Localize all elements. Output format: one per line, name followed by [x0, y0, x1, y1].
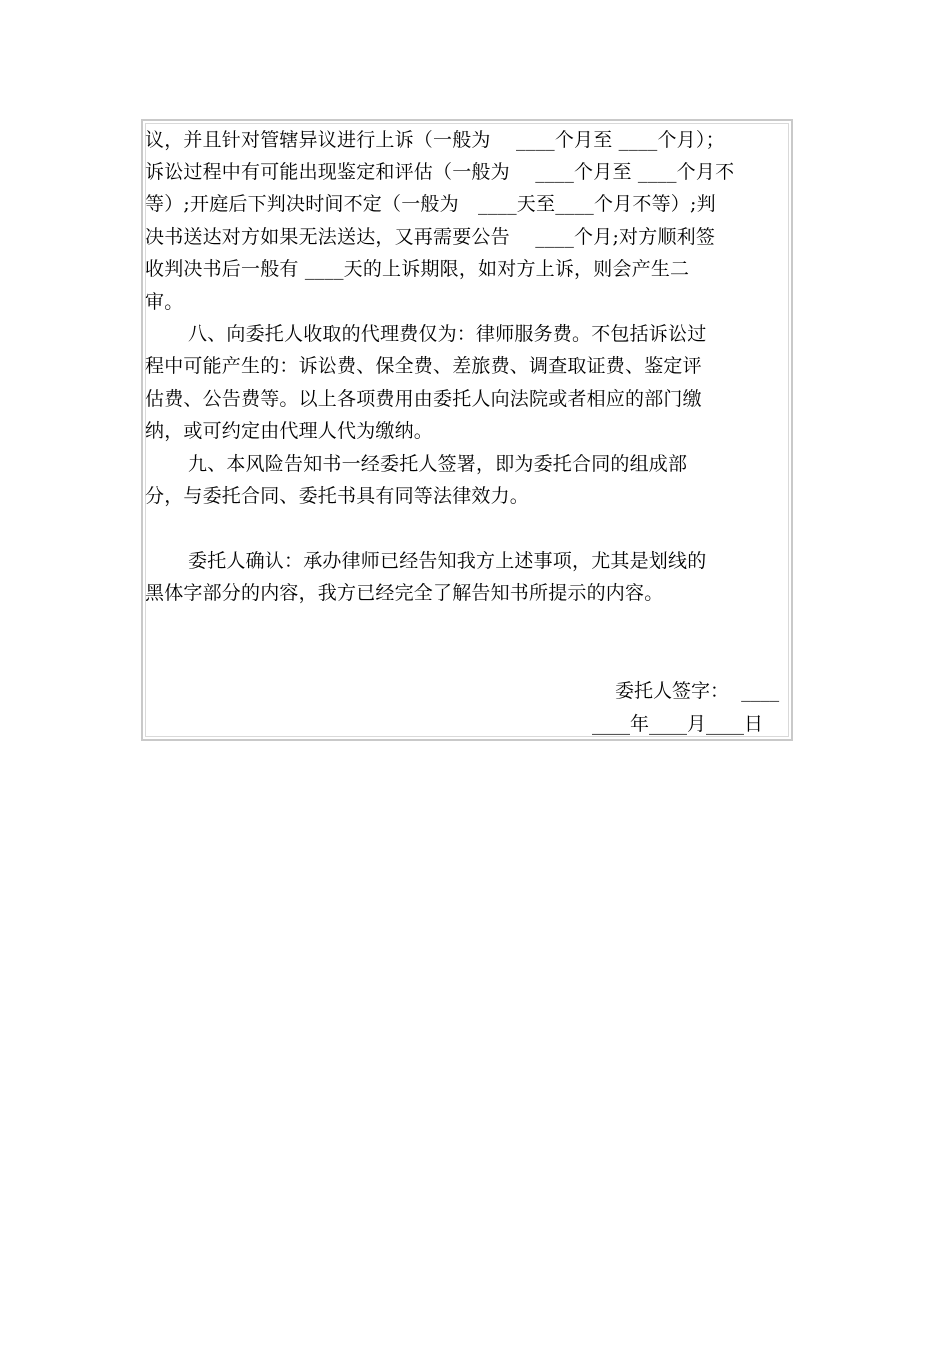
text-line-3: 等）;开庭后下判决时间不定（一般为 ____天至____个月不等）;判	[145, 193, 716, 215]
confirmation-line-1: 委托人确认：承办律师已经告知我方上述事项，尤其是划线的	[188, 550, 707, 572]
paragraph-8-line-3: 估费、公告费等。以上各项费用由委托人向法院或者相应的部门缴	[145, 388, 702, 410]
text-line-1: 议，并且针对管辖异议进行上诉（一般为 ____个月至 ____个月）；	[145, 129, 725, 151]
text-line-6: 审。	[145, 291, 184, 313]
paragraph-9-line-1: 九、本风险告知书一经委托人签署，即为委托合同的组成部	[188, 453, 688, 475]
paragraph-8-line-1: 八、向委托人收取的代理费仅为：律师服务费。不包括诉讼过	[188, 323, 707, 345]
paragraph-8-line-2: 程中可能产生的：诉讼费、保全费、差旅费、调查取证费、鉴定评	[145, 355, 702, 377]
text-line-2: 诉讼过程中有可能出现鉴定和评估（一般为 ____个月至 ____个月不	[145, 161, 735, 183]
text-line-4: 决书送达对方如果无法送达，又再需要公告 ____个月;对方顺利签	[145, 226, 716, 248]
signature-date: ____年____月____日	[592, 713, 764, 735]
signature-label: 委托人签字： ____	[615, 680, 780, 702]
paragraph-9-line-2: 分，与委托合同、委托书具有同等法律效力。	[145, 485, 530, 507]
text-line-5: 收判决书后一般有 ____天的上诉期限，如对方上诉，则会产生二	[145, 258, 690, 280]
confirmation-line-2: 黑体字部分的内容，我方已经完全了解告知书所提示的内容。	[145, 582, 664, 604]
paragraph-8-line-4: 纳，或可约定由代理人代为缴纳。	[145, 420, 434, 442]
